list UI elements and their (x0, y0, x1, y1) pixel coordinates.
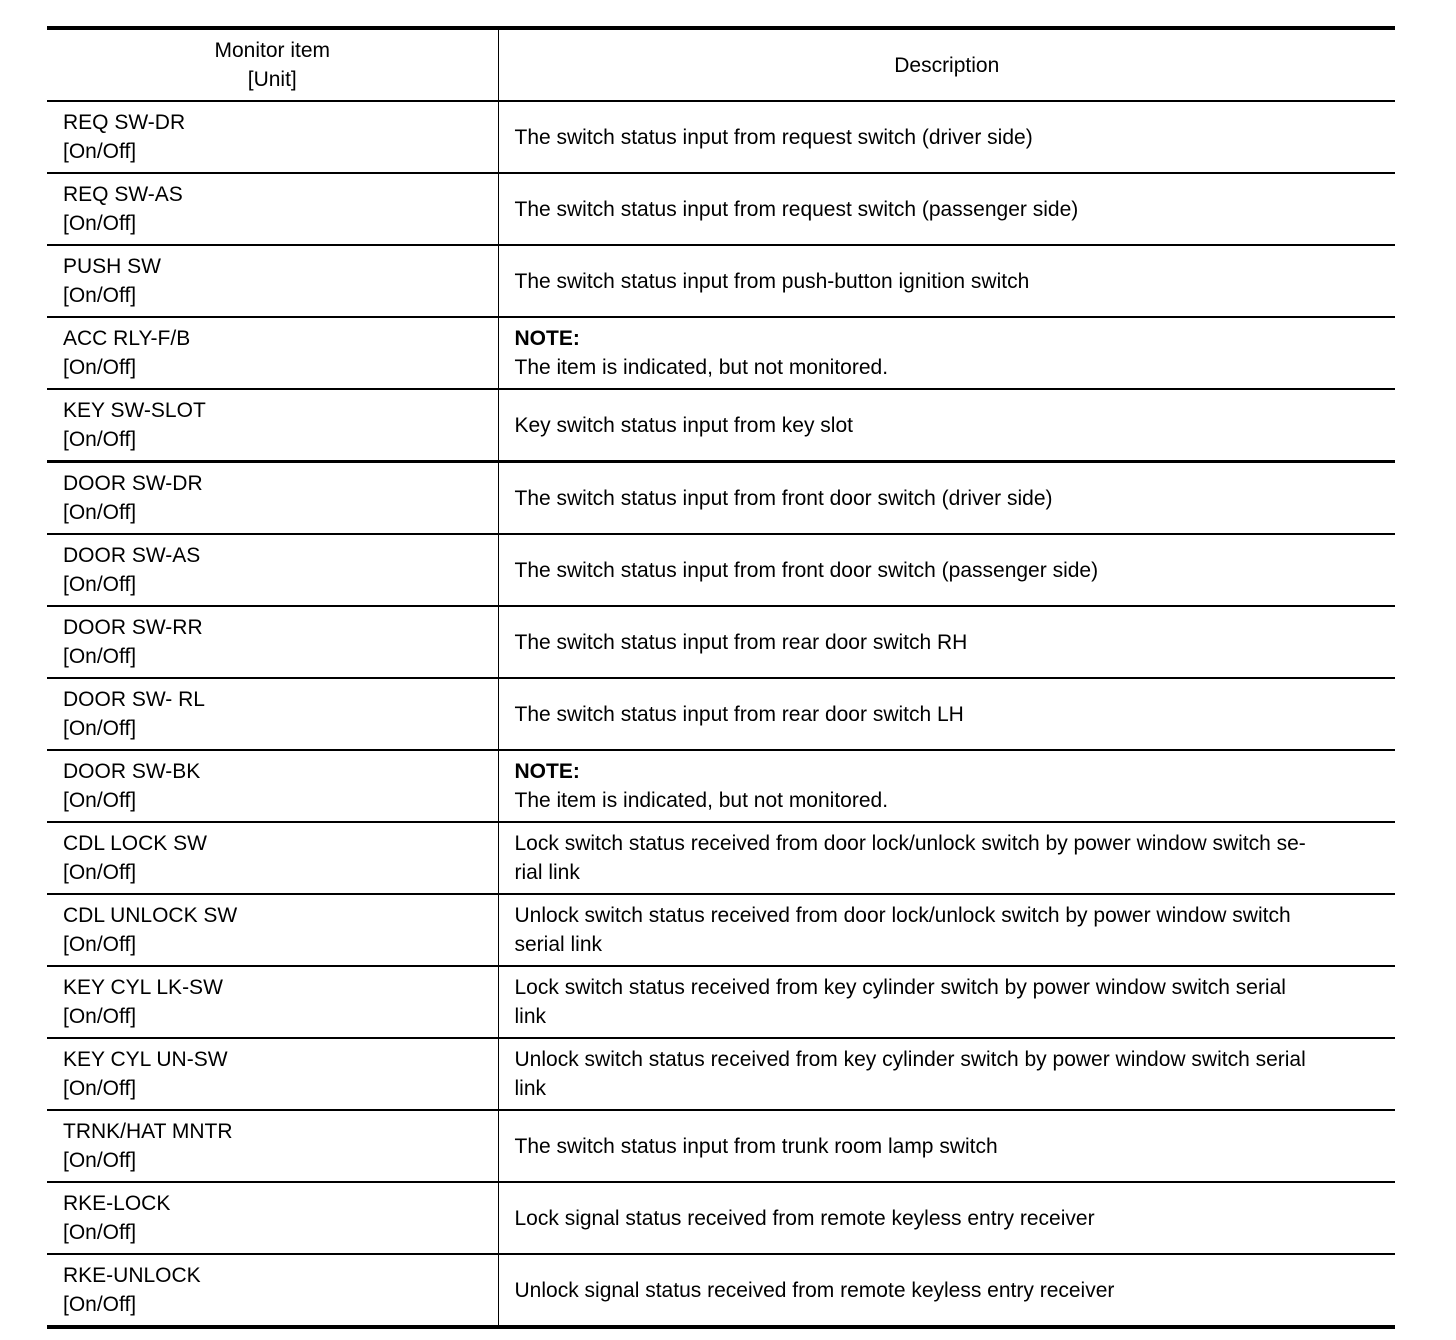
note-label: NOTE: (514, 327, 580, 350)
table-row (47, 822, 1395, 894)
monitor-item-cell (47, 389, 498, 462)
monitor-item-unit: [On/Off] (63, 501, 137, 524)
table-row (47, 173, 1395, 245)
monitor-item-header (47, 28, 498, 101)
monitor-item-name: RKE-UNLOCK (63, 1264, 201, 1287)
description-text: The switch status input from rear door switch RH (514, 630, 968, 654)
description-text-continued: rial link (514, 861, 580, 884)
monitor-item-cell (47, 606, 498, 678)
monitor-item-cell (47, 1254, 498, 1327)
monitor-item-cell (47, 966, 498, 1038)
table-row (47, 1038, 1395, 1110)
description-cell (498, 1254, 1395, 1327)
monitor-item-header-label: Monitor item (214, 39, 331, 62)
monitor-item-cell (47, 1110, 498, 1182)
monitor-item-unit: [On/Off] (63, 212, 137, 235)
monitor-item-name: KEY SW-SLOT (63, 399, 206, 422)
table-row (47, 245, 1395, 317)
monitor-item-unit: [On/Off] (63, 1077, 137, 1100)
monitor-item-name: REQ SW-DR (63, 111, 186, 134)
table-row (47, 462, 1395, 535)
monitor-item-cell (47, 822, 498, 894)
monitor-item-cell (47, 462, 498, 535)
monitor-item-unit: [On/Off] (63, 1005, 137, 1028)
unit-header-label: [Unit] (247, 68, 297, 91)
table-row (47, 1110, 1395, 1182)
monitor-item-name: TRNK/HAT MNTR (63, 1120, 233, 1143)
monitor-item-unit: [On/Off] (63, 140, 137, 163)
monitor-item-name: DOOR SW-DR (63, 472, 203, 495)
description-cell (498, 1182, 1395, 1254)
monitor-item-unit: [On/Off] (63, 284, 137, 307)
monitor-item-name: DOOR SW-AS (63, 544, 201, 567)
monitor-item-name: DOOR SW-RR (63, 616, 203, 639)
table-row (47, 750, 1395, 822)
table-row (47, 894, 1395, 966)
monitor-item-table (47, 26, 1395, 1329)
description-text: Unlock signal status received from remote keyless entry receiver (514, 1278, 1115, 1302)
description-cell (498, 606, 1395, 678)
monitor-item-cell (47, 317, 498, 389)
monitor-item-cell (47, 534, 498, 606)
description-header (498, 28, 1395, 101)
description-text: Unlock switch status received from key cylinder switch by power window switch serial (514, 1048, 1306, 1071)
monitor-item-cell (47, 245, 498, 317)
description-cell (498, 894, 1395, 966)
monitor-item-table-page (47, 26, 1395, 1329)
description-header-label: Description (894, 53, 1000, 77)
monitor-item-unit: [On/Off] (63, 789, 137, 812)
description-text: The item is indicated, but not monitored. (514, 789, 889, 812)
monitor-item-unit: [On/Off] (63, 1293, 137, 1316)
monitor-item-name: CDL LOCK SW (63, 832, 207, 855)
table-row (47, 1182, 1395, 1254)
monitor-item-unit: [On/Off] (63, 1221, 137, 1244)
monitor-item-name: REQ SW-AS (63, 183, 183, 206)
description-text: Key switch status input from key slot (514, 413, 853, 437)
description-text: The switch status input from request switch (passenger side) (514, 197, 1079, 221)
monitor-item-name: PUSH SW (63, 255, 162, 278)
table-row (47, 606, 1395, 678)
monitor-item-cell (47, 173, 498, 245)
description-text: The switch status input from front door switch (driver side) (514, 486, 1053, 510)
monitor-item-unit: [On/Off] (63, 717, 137, 740)
table-row (47, 1254, 1395, 1327)
monitor-item-unit: [On/Off] (63, 645, 137, 668)
monitor-item-unit: [On/Off] (63, 573, 137, 596)
description-text: The switch status input from rear door switch LH (514, 702, 964, 726)
table-row (47, 101, 1395, 173)
description-text: Lock switch status received from door lock/unlock switch by power window switch se- (514, 832, 1306, 855)
table-row (47, 966, 1395, 1038)
description-text-continued: serial link (514, 933, 603, 956)
description-cell (498, 966, 1395, 1038)
table-row (47, 678, 1395, 750)
description-cell (498, 822, 1395, 894)
monitor-item-name: ACC RLY-F/B (63, 327, 191, 350)
description-text: The item is indicated, but not monitored. (514, 356, 889, 379)
table-row (47, 534, 1395, 606)
description-text-continued: link (514, 1005, 547, 1028)
monitor-item-cell (47, 678, 498, 750)
description-text: The switch status input from front door switch (passenger side) (514, 558, 1099, 582)
monitor-item-name: DOOR SW- RL (63, 688, 205, 711)
description-text: Unlock switch status received from door lock/unlock switch by power window switch (514, 904, 1291, 927)
description-text: Lock signal status received from remote keyless entry receiver (514, 1206, 1095, 1230)
monitor-item-cell (47, 894, 498, 966)
monitor-item-name: CDL UNLOCK SW (63, 904, 238, 927)
table-row (47, 317, 1395, 389)
description-cell (498, 389, 1395, 462)
monitor-item-name: RKE-LOCK (63, 1192, 171, 1215)
description-cell (498, 750, 1395, 822)
description-cell (498, 678, 1395, 750)
description-text: The switch status input from trunk room lamp switch (514, 1134, 998, 1158)
monitor-item-unit: [On/Off] (63, 356, 137, 379)
description-text: Lock switch status received from key cylinder switch by power window switch serial (514, 976, 1286, 999)
description-cell (498, 101, 1395, 173)
description-cell (498, 317, 1395, 389)
description-cell (498, 173, 1395, 245)
monitor-item-unit: [On/Off] (63, 428, 137, 451)
monitor-item-unit: [On/Off] (63, 1149, 137, 1172)
monitor-item-cell (47, 101, 498, 173)
description-cell (498, 1110, 1395, 1182)
description-cell (498, 462, 1395, 535)
monitor-item-name: KEY CYL LK-SW (63, 976, 223, 999)
table-row (47, 389, 1395, 462)
table-header-row (47, 28, 1395, 101)
monitor-item-unit: [On/Off] (63, 861, 137, 884)
description-text-continued: link (514, 1077, 547, 1100)
monitor-item-unit: [On/Off] (63, 933, 137, 956)
description-text: The switch status input from request switch (driver side) (514, 125, 1033, 149)
description-cell (498, 245, 1395, 317)
monitor-item-name: DOOR SW-BK (63, 760, 201, 783)
description-cell (498, 534, 1395, 606)
monitor-item-name: KEY CYL UN-SW (63, 1048, 228, 1071)
table-body (47, 101, 1395, 1327)
monitor-item-cell (47, 1182, 498, 1254)
monitor-item-cell (47, 1038, 498, 1110)
description-cell (498, 1038, 1395, 1110)
monitor-item-cell (47, 750, 498, 822)
note-label: NOTE: (514, 760, 580, 783)
description-text: The switch status input from push-button ignition switch (514, 269, 1030, 293)
